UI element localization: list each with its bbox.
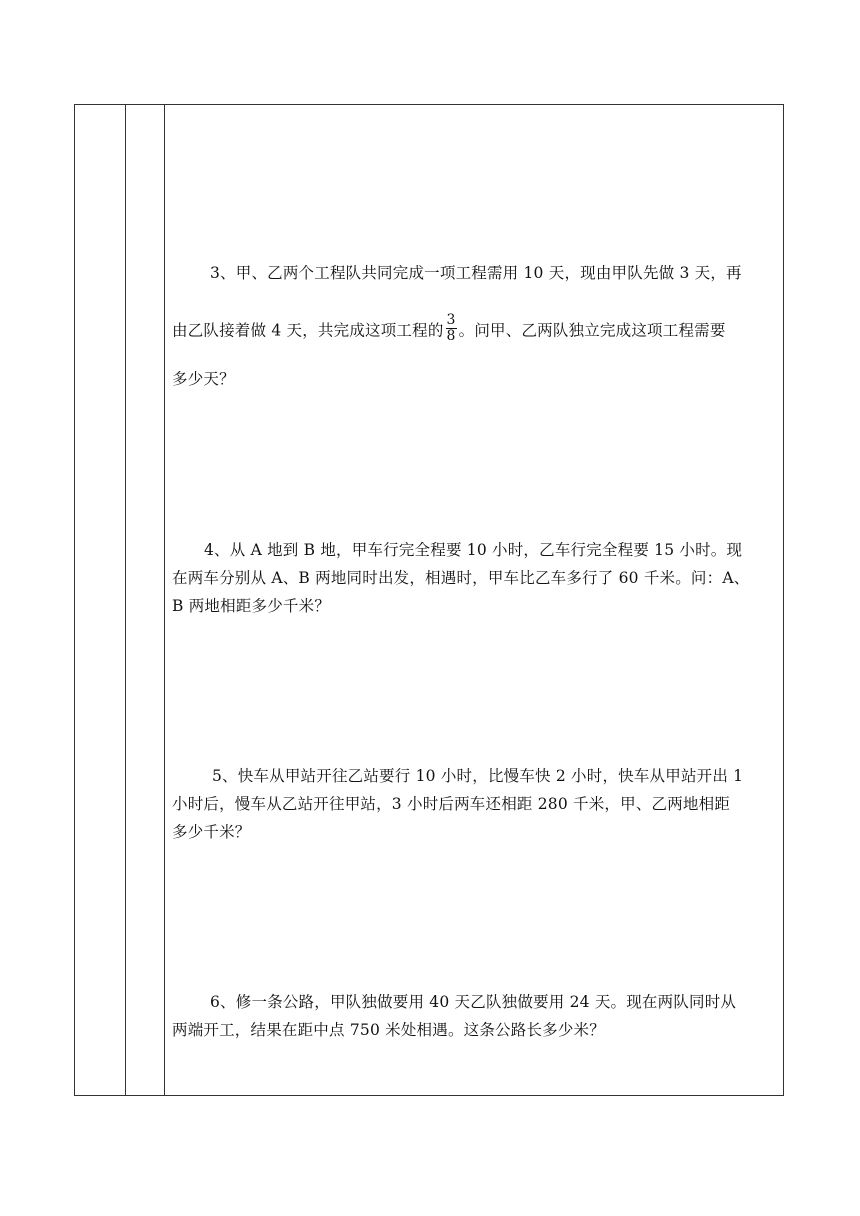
problem-4-line-1: 4、从 A 地到 B 地，甲车行完全程要 10 小时，乙车行完全程要 15 小时。现 xyxy=(204,541,743,559)
problem-3-line-2-text: 由乙队接着做 4 天，共完成这项工程的 xyxy=(172,321,444,340)
problem-5-line-3: 多少千米？ xyxy=(172,823,251,841)
column-divider-1 xyxy=(125,105,126,1095)
problem-6 xyxy=(172,988,778,1044)
problem-3-line-2-tail: 。问甲、乙两队独立完成这项工程需要 xyxy=(458,321,726,340)
problem-3-line-1: 3、甲、乙两个工程队共同完成一项工程需用 10 天，现由甲队先做 3 天，再 xyxy=(210,264,742,282)
problem-4-line-2: 在两车分别从 A、B 两地同时出发，相遇时，甲车比乙车多行了 60 千米。问：A、 xyxy=(172,569,750,587)
problem-6-line-1: 6、修一条公路，甲队独做要用 40 天乙队独做要用 24 天。现在两队同时从 xyxy=(210,993,737,1011)
problem-3-line-3: 多少天？ xyxy=(172,370,235,388)
fraction-numerator: 3 xyxy=(446,312,456,328)
problem-5-line-1: 5、快车从甲站开往乙站要行 10 小时，比慢车快 2 小时，快车从甲站开出 1 xyxy=(212,767,744,785)
problem-5 xyxy=(172,762,778,846)
fraction-denominator: 8 xyxy=(446,328,456,344)
problem-4 xyxy=(172,536,778,620)
problem-6-line-2: 两端开工，结果在距中点 750 米处相遇。这条公路长多少米？ xyxy=(172,1021,605,1039)
column-divider-2 xyxy=(164,105,165,1095)
problem-4-line-3: B 两地相距多少千米？ xyxy=(172,597,331,615)
problem-3 xyxy=(172,262,778,422)
problem-5-line-2: 小时后，慢车从乙站开往甲站，3 小时后两车还相距 280 千米，甲、乙两地相距 xyxy=(172,795,731,813)
fraction xyxy=(446,313,457,344)
problem-3-line-2 xyxy=(172,312,778,368)
